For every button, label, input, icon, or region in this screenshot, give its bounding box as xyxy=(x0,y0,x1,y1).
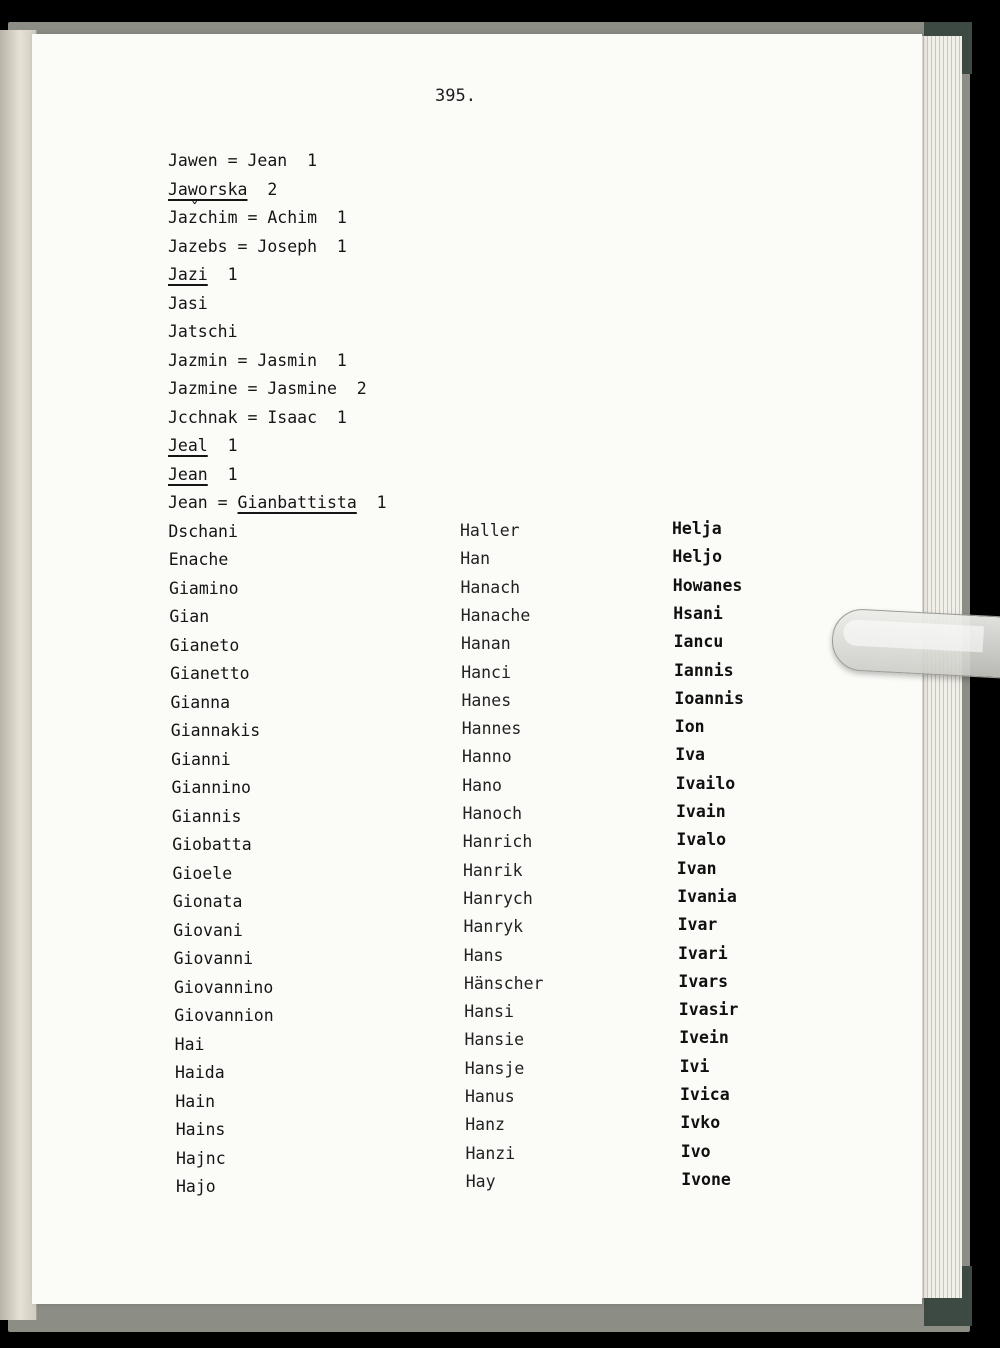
name-entry: Hannes xyxy=(461,719,522,739)
name-entry: Iannis xyxy=(674,660,734,680)
name-entry: Ivein xyxy=(679,1028,729,1048)
name-entry xyxy=(168,492,387,514)
name-entry: Ivain xyxy=(676,802,726,821)
name-entry: Hano xyxy=(462,775,502,795)
name-entry: Hay xyxy=(465,1171,496,1191)
name-entry: Giobatta xyxy=(172,835,252,854)
name-entry: Dschani xyxy=(168,521,238,541)
name-entry: Hai xyxy=(174,1034,205,1054)
name-entry: Giovani xyxy=(173,920,243,940)
entry-count: 2 xyxy=(247,179,278,199)
name-entry xyxy=(168,264,238,286)
name-entry: Hsani xyxy=(673,603,723,623)
name-entry: Ion xyxy=(674,717,705,737)
name-entry: Han xyxy=(460,549,491,569)
name-entry: Haller xyxy=(460,521,520,540)
name-entry: Gianna xyxy=(170,692,231,712)
name-entry: Hansje xyxy=(464,1058,525,1078)
name-entry: Haida xyxy=(175,1063,225,1082)
name-entry: Jazebs = Joseph 1 xyxy=(168,236,347,256)
name-entry: Hansi xyxy=(464,1002,514,1022)
name-entry: Ivalo xyxy=(676,830,727,850)
underlined-name: Jazi xyxy=(168,265,208,284)
name-entry: Jaˇ zchim = Achim 1 xyxy=(168,207,347,229)
underlined-name: Jeal xyxy=(168,436,208,455)
name-entry: Jazmine = Jasmine 2 xyxy=(168,379,367,398)
name-entry: Hanryk xyxy=(463,917,524,937)
name-entry: Gionata xyxy=(172,892,243,911)
name-entry: Enache xyxy=(168,550,229,569)
name-entry: Helja xyxy=(672,519,722,538)
name-entry: Ivo xyxy=(680,1141,711,1161)
name-entry: Howanes xyxy=(672,575,743,595)
underlined-name: Jean xyxy=(168,464,208,484)
name-entry: Ioannis xyxy=(674,688,744,708)
name-entry: Gioele xyxy=(172,863,233,883)
name-entry: Iancu xyxy=(673,632,724,652)
name-entry: Ivars xyxy=(678,971,729,991)
name-entry: Hanrik xyxy=(463,860,523,880)
page-number: 395. xyxy=(435,86,476,106)
name-entry: Ivko xyxy=(680,1113,721,1133)
name-entry: Hajnc xyxy=(176,1148,226,1168)
name-entry: Hanache xyxy=(460,605,531,625)
name-entry: Hain xyxy=(175,1091,216,1111)
name-entry: Jatschi xyxy=(168,322,238,341)
name-entry: Hajo xyxy=(176,1177,216,1196)
entry-count: 1 xyxy=(207,464,238,484)
name-entry: Hanno xyxy=(462,747,512,767)
name-entry: Hansie xyxy=(464,1030,525,1050)
entry-count: 1 xyxy=(207,436,238,455)
name-entry: Hanus xyxy=(465,1087,515,1106)
name-entry: Giannino xyxy=(171,778,251,797)
name-entry: Giovanni xyxy=(173,949,254,968)
name-entry: Hains xyxy=(175,1120,226,1139)
name-entry: Jawen = Jean 1 xyxy=(168,151,318,170)
name-entry: Gianeto xyxy=(169,635,240,655)
underlined-name: Jaworska xyxy=(168,179,248,199)
name-entry: Ivailo xyxy=(675,773,736,793)
name-entry: Ivan xyxy=(676,858,717,878)
name-entry: Gianni xyxy=(171,749,231,769)
name-entry: Giamino xyxy=(169,578,239,598)
name-entry: Giovannino xyxy=(173,977,274,997)
name-entry: Hanrich xyxy=(462,832,533,852)
name-entry: Hanoch xyxy=(462,804,523,823)
name-entry: Hanan xyxy=(461,634,511,654)
name-entry: Gian xyxy=(169,607,210,626)
name-entry: Ivar xyxy=(677,915,718,935)
name-entry: Ivasir xyxy=(678,1000,739,1020)
name-entry: Ivi xyxy=(679,1056,710,1076)
name-entry: Hanach xyxy=(460,577,521,597)
name-entry: Hanrych xyxy=(463,888,533,908)
entry-count: 1 xyxy=(356,493,387,512)
name-entry: Hanzi xyxy=(465,1143,516,1163)
name-entry xyxy=(168,464,238,486)
name-entry: Hanci xyxy=(461,662,511,682)
name-entry: Hanes xyxy=(461,690,512,710)
name-entry: Hänscher xyxy=(464,973,544,993)
entry-count: 1 xyxy=(207,265,238,284)
name-entry: Jazmin = Jasmin 1 xyxy=(168,350,347,370)
name-entry: Ivania xyxy=(677,886,737,906)
name-entry: Ivari xyxy=(678,943,728,963)
name-entry: Giovannion xyxy=(174,1006,274,1025)
index-tab-clip[interactable] xyxy=(830,608,1000,679)
name-entry: Giannakis xyxy=(170,721,261,740)
name-entry: Hans xyxy=(463,945,504,965)
name-entry: Gianetto xyxy=(170,664,250,683)
name-entry xyxy=(168,179,277,201)
name-entry xyxy=(168,435,238,457)
name-entry: Ivone xyxy=(681,1169,731,1189)
name-entry: Ivica xyxy=(680,1085,730,1104)
name-entry: Hanz xyxy=(465,1115,505,1135)
name-entry: Jasi xyxy=(168,293,208,313)
underlined-name: Gianbattista xyxy=(237,493,357,512)
name-entry: Iva xyxy=(675,745,705,765)
name-entry: Jcchnak = Isaac 1 xyxy=(168,407,347,427)
name-entry: Giannis xyxy=(171,806,242,826)
name-entry: Heljo xyxy=(672,547,723,567)
entry-prefix: Jean = xyxy=(168,493,238,512)
